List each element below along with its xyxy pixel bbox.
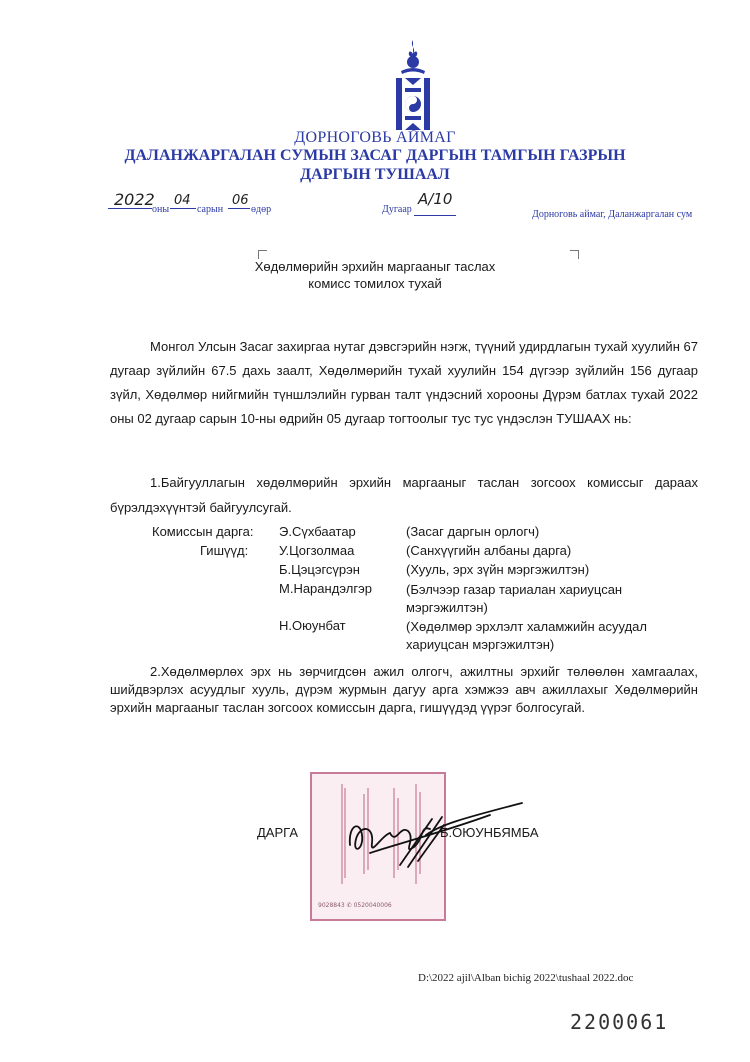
member-name: Б.Цэцэгсүрэн xyxy=(279,562,360,577)
order-title: ДАРГЫН ТУШААЛ xyxy=(300,166,450,183)
member-name: У.Цогзолмаа xyxy=(279,543,355,558)
file-path: D:\2022 ajil\Alban bichig 2022\tushaal 2022.doc xyxy=(418,972,634,984)
document-number: 2200061 xyxy=(570,1010,669,1034)
stamp-number: 9028843 ✆ 0520040006 xyxy=(318,902,392,909)
soyombo-emblem-icon xyxy=(388,38,438,134)
point-2-paragraph: 2.Хөдөлмөрлөх эрх нь зөрчигдсөн ажил олгогч, ажилтны эрхийг төлөөлөн хамгаалах, шийдвэрлэх асуудлыг хууль, дүрэм журмын дагуу арга хэмжээ авч ажиллахыг Хөдөлмөрийн эрхийн маргааныг таслан зогсоох комиссын дарга, гишүүдэд үүрэг болгосугай. xyxy=(110,664,698,715)
member-name: Э.Сүхбаатар xyxy=(279,524,356,539)
signature-name: Б.ОЮУНБЯМБА xyxy=(440,825,539,840)
members-label: Гишүүд: xyxy=(200,543,249,558)
handwritten-signature-icon xyxy=(330,795,525,875)
date-month-line xyxy=(170,208,196,209)
member-role: (Санхүүгийн албаны дарга) xyxy=(406,543,572,558)
order-number-label: Дугаар xyxy=(382,204,412,215)
point-1-paragraph: 1.Байгууллагын хөдөлмөрийн эрхийн маргааныг таслан зогсоох комиссыг дараах бүрэлдэхүүнтэй байгуулсугай. xyxy=(110,475,698,515)
member-name: М.Нарандэлгэр xyxy=(279,581,372,596)
member-role: (Бэлчээр газар тариалан хариуцсан мэргэжилтэн) xyxy=(406,582,623,615)
preamble-paragraph: Монгол Улсын Засаг захиргаа нутаг дэвсгэрийн нэгж, түүний удирдлагын тухай хуулийн 67 дугаар зүйлийн 67.5 дахь заалт, Хөдөлмөрийн тухай хуулийн 154 дүгээр зүйлийн 156 дугаар зүйл, Хөдөлмөр нийгмийн түншлэлийн гурван талт үндэсний хорооны Дүрэм батлах тухай 2022 оны 02 дугаар сарын 10-ны өдрийн 05 дугаар тогтоолыг тус тус үндэслэн ТУШААХ нь: xyxy=(110,339,698,426)
place-text: Дорноговь аймаг, Даланжаргалан сум xyxy=(532,209,693,220)
date-day-line xyxy=(228,208,250,209)
date-day-handwritten: 06 xyxy=(232,193,249,208)
member-role: (Хөдөлмөр эрхлэлт халамжийн асуудал хариуцсан мэргэжилтэн) xyxy=(406,619,647,652)
date-line xyxy=(108,190,278,220)
order-number-line xyxy=(414,215,456,216)
chair-label: Комиссын дарга: xyxy=(152,524,254,539)
date-year-handwritten: 2022 xyxy=(114,190,155,209)
signature-position: ДАРГА xyxy=(257,825,298,840)
office-title: ДАЛАНЖАРГАЛАН СУМЫН ЗАСАГ ДАРГЫН ТАМГЫН ГАЗРЫН xyxy=(124,147,626,164)
subject-line-2: комисс томилох тухай xyxy=(308,276,442,291)
date-year-suffix: оны xyxy=(152,204,170,215)
aimag-title: ДОРНОГОВЬ АЙМАГ xyxy=(294,129,456,146)
order-number-handwritten: А/10 xyxy=(418,190,453,208)
date-month-handwritten: 04 xyxy=(174,193,191,208)
date-year-line xyxy=(108,208,152,209)
member-role: (Засаг даргын орлогч) xyxy=(406,524,540,539)
order-number xyxy=(382,190,472,220)
subject-line-1: Хөдөлмөрийн эрхийн маргааныг таслах xyxy=(254,259,496,274)
date-month-suffix: сарын xyxy=(197,204,224,215)
member-role: (Хууль, эрх зүйн мэргэжилтэн) xyxy=(406,562,590,577)
member-name: Н.Оюунбат xyxy=(279,618,346,633)
date-day-suffix: өдөр xyxy=(251,204,272,215)
